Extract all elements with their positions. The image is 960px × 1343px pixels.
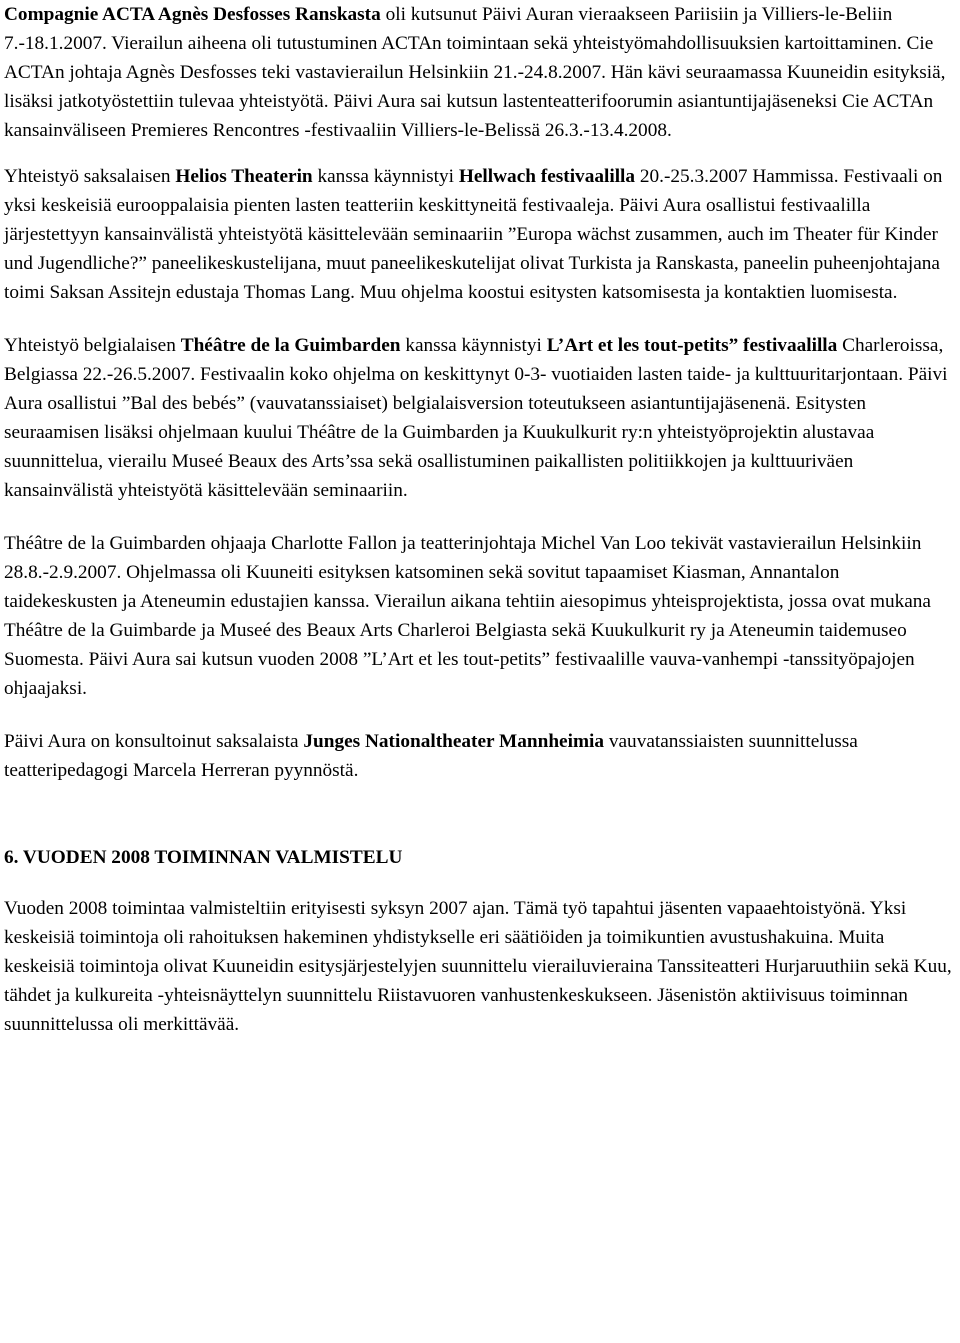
paragraph-mannheim-t1: Päivi Aura on konsultoinut saksalaista <box>4 731 304 752</box>
paragraph-guimbarde-t3: Charleroissa, Belgiassa 22.-26.5.2007. Festivaalin koko ohjelma on keskittynyt 0-3- vuotiaiden lasten taide- ja kulttuuritarjontaan. Päivi Aura osallistui ”Bal des bebés” (vauvatanssiaiset) belgialaisversion toteutukseen asiantuntijajäsenenä. Esitysten seuraamisen lisäksi ohjelmaan kuului Théâtre de la Guimbarden ja Kuukulkurit ry:n yhteistyöprojektin alustavaa suunnittelua, vierailu Museé Beaux des Arts’ssa sekä osallistuminen paikallisten politiikkojen ja kulttuuriväen kansainvälistä yhteistyötä käsittelevään seminaariin. <box>4 335 948 501</box>
paragraph-helios-t1: Yhteistyö saksalaisen <box>4 166 176 187</box>
paragraph-mannheim-b1: Junges Nationaltheater Mannheimia <box>303 731 605 752</box>
paragraph-helios-t3: 20.-25.3.2007 Hammissa. Festivaali on yksi keskeisiä eurooppalaisia pienten lasten teatteriin keskittyneitä festivaaleja. Päivi Aura osallistui festivaalilla järjestettyyn kansainvälistä yhteistyötä käsittelevään seminaariin ”Europa wächst zusammen, auch im Theater für Kinder und Jugendliche?” paneelikeskustelijana, muut paneelikeskutelijat olivat Turkista ja Ranskasta, paneelin puheenjohtajana toimi Saksan Assitejn edustaja Thomas Lang. Muu ohjelma koostui esitysten katsomisesta ja kontaktien luomisesta. <box>4 166 943 303</box>
paragraph-guimbarde-b2: L’Art et les tout-petits” festivaalilla <box>546 335 838 356</box>
section-heading: 6. VUODEN 2008 TOIMINNAN VALMISTELU <box>4 847 403 868</box>
document-page <box>4 0 954 1039</box>
paragraph-helios <box>4 162 954 307</box>
paragraph-helios-b1: Helios Theaterin <box>175 166 313 187</box>
paragraph-acta <box>4 0 954 145</box>
section-body: Vuoden 2008 toimintaa valmisteltiin erityisesti syksyn 2007 ajan. Tämä työ tapahtui jäsenten vapaaehtoistyönä. Yksi keskeisiä toimintoja oli rahoituksen hakeminen yhdistykselle eri säätiöiden ja toimikuntien avustushakuina. Muita keskeisiä toimintoja olivat Kuuneidin esitysjärjestelyjen suunnittelu vierailuvieraina Tanssiteatteri Hurjaruuthiin sekä Kuu, tähdet ja kulkureita -yhteisnäyttelyn suunnittelu Riistavuoren vanhustenkeskukseen. Jäsenistön aktiivisuus toiminnan suunnittelussa oli merkittävää. <box>4 898 952 1035</box>
paragraph-guimbarde <box>4 331 954 505</box>
paragraph-guimbarde-b1: Théâtre de la Guimbarden <box>180 335 401 356</box>
paragraph-acta-text: oli kutsunut Päivi Auran vieraakseen Pariisiin ja Villiers-le-Beliin 7.-18.1.2007. Vierailun aiheena oli tutustuminen ACTAn toimintaan sekä yhteistyömahdollisuuksien kartoittaminen. Cie ACTAn johtaja Agnès Desfosses teki vastavierailun Helsinkiin 21.-24.8.2007. Hän kävi seuraamassa Kuuneidin esityksiä, lisäksi jatkotyöstettiin tulevaa yhteistyötä. Päivi Aura sai kutsun lastenteatterifoorumin asiantuntijajäseneksi Cie ACTAn kansainväliseen Premieres Rencontres -festivaaliin Villiers-le-Belissä 26.3.-13.4.2008. <box>4 4 946 141</box>
paragraph-guimbarde-t2: kanssa käynnistyi <box>400 335 547 356</box>
paragraph-guimbarde-visit: Théâtre de la Guimbarden ohjaaja Charlotte Fallon ja teatterinjohtaja Michel Van Loo tekivät vastavierailun Helsinkiin 28.8.-2.9.2007. Ohjelmassa oli Kuuneiti esityksen katsominen sekä sovitut tapaamiset Kiasman, Annantalon taidekeskusten ja Ateneumin edustajien kanssa. Vierailun aikana tehtiin aiesopimus yhteisprojektista, jossa ovat mukana Théâtre de la Guimbarde ja Museé des Beaux Arts Charleroi Belgiasta sekä Kuukulkurit ry ja Ateneumin taidemuseo Suomesta. Päivi Aura sai kutsun vuoden 2008 ”L’Art et les tout-petits” festivaalille vauva-vanhempi -tanssityöpajojen ohjaajaksi. <box>4 533 931 699</box>
paragraph-helios-t2: kanssa käynnistyi <box>312 166 459 187</box>
paragraph-guimbarde-t1: Yhteistyö belgialaisen <box>4 335 181 356</box>
paragraph-acta-lead: Compagnie ACTA Agnès Desfosses Ranskasta <box>4 4 381 25</box>
paragraph-helios-b2: Hellwach festivaalilla <box>458 166 636 187</box>
paragraph-mannheim <box>4 727 954 785</box>
paragraph-mannheim-t2: vauvatanssiaisten suunnittelussa teatteripedagogi Marcela Herreran pyynnöstä. <box>4 731 858 781</box>
